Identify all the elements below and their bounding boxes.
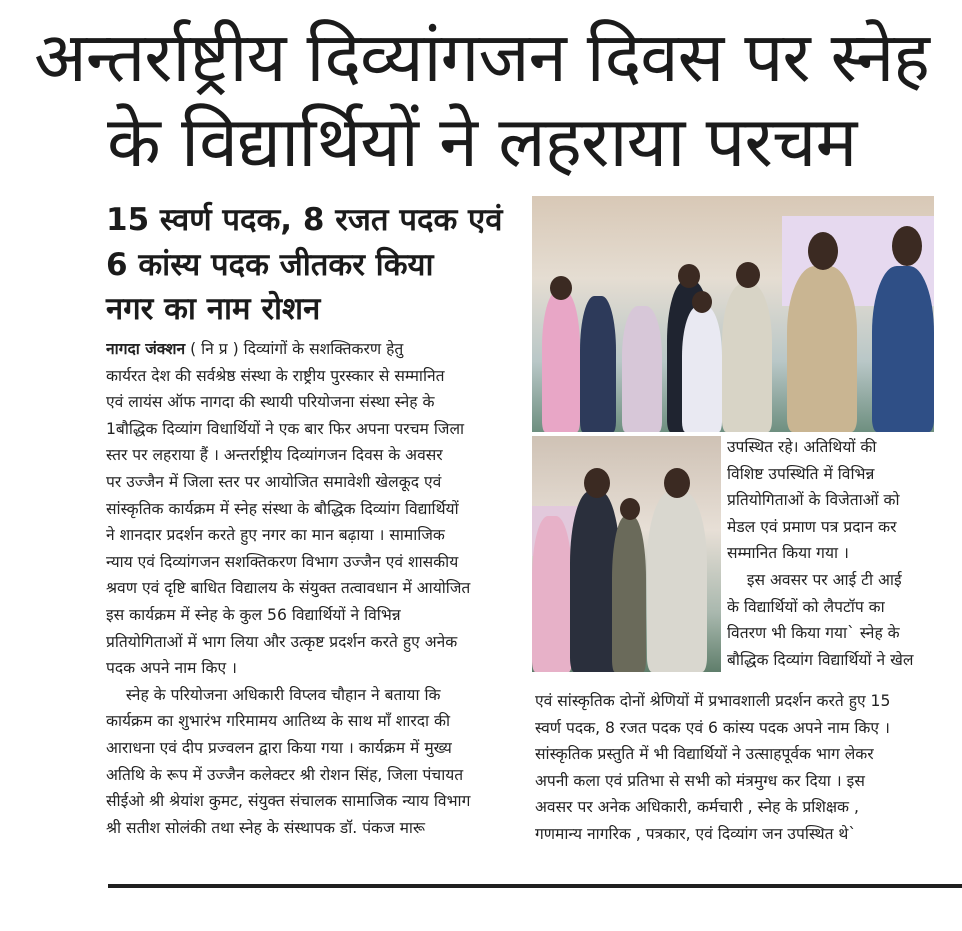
article-line: अवसर पर अनेक अधिकारी, कर्मचारी , स्नेह के प्रशिक्षक ,: [535, 798, 859, 817]
article-line: स्नेह के परियोजना अधिकारी विप्लव चौहान ने बताया कि: [106, 685, 441, 704]
article-line: सांस्कृतिक कार्यक्रम में स्नेह संस्था के बौद्धिक दिव्यांग विद्यार्थियों: [106, 499, 459, 518]
article-line: सम्मानित किया गया ।: [727, 544, 849, 563]
article-line: इस अवसर पर आई टी आई: [727, 570, 902, 589]
article-line: अतिथि के रूप में उज्जैन कलेक्टर श्री रोशन सिंह, जिला पंचायत: [106, 765, 464, 784]
article-first-line: [106, 336, 508, 363]
article-line: कार्यरत देश की सर्वश्रेष्ठ संस्था के राष्ट्रीय पुरस्कार से सम्मानित: [106, 366, 445, 385]
article-line: सीईओ श्री श्रेयांश कुमट, संयुक्त संचालक सामाजिक न्याय विभाग: [106, 792, 471, 811]
article-line: के विद्यार्थियों को लैपटॉप का: [727, 597, 885, 616]
article-line: वितरण भी किया गया` स्नेह के: [727, 624, 900, 643]
article-line: स्तर पर लहराया हैं । अन्तर्राष्ट्रीय दिव्यांगजन दिवस के अवसर: [106, 446, 443, 465]
article-line: पर उज्जैन में जिला स्तर पर आयोजित समावेशी खेलकूद एवं: [106, 472, 442, 491]
article-line: बौद्धिक दिव्यांग विद्यार्थियों ने खेल: [727, 650, 914, 669]
article-body-left-column: [106, 336, 508, 841]
article-body-right-upper: [727, 434, 937, 673]
article-line: प्रतियोगिताओं में भाग लिया और उत्कृष्ट प्रदर्शन करते हुए अनेक: [106, 632, 458, 651]
article-body-right-lower: [535, 688, 940, 848]
article-line: 1बौद्धिक दिव्यांग विधार्थियों ने एक बार फिर अपना परचम जिला: [106, 419, 465, 438]
article-line: प्रतियोगिताओं के विजेताओं को: [727, 491, 900, 510]
article-line: श्रवण एवं दृष्टि बाधित विद्यालय के संयुक्त तत्वावधान में आयोजित: [106, 579, 471, 598]
subheadline-line-1: 15 स्वर्ण पदक, 8 रजत पदक एवं: [106, 202, 503, 238]
article-line: ने शानदार प्रदर्शन करते हुए नगर का मान बढ़ाया । सामाजिक: [106, 526, 445, 545]
article-line: स्वर्ण पदक, 8 रजत पदक एवं 6 कांस्य पदक अपने नाम किए ।: [535, 718, 890, 737]
subheadline-line-3: नगर का नाम रोशन: [106, 291, 321, 327]
article-line: न्याय एवं दिव्यांगजन सशक्तिकरण विभाग उज्जैन एवं शासकीय: [106, 552, 459, 571]
dateline: नागदा जंक्शन: [106, 340, 186, 358]
article-line: सांस्कृतिक प्रस्तुति में भी विद्यार्थियों ने उत्साहपूर्वक भाग लेकर: [535, 745, 874, 764]
article-line: कार्यक्रम का शुभारंभ गरिमामय आतिथ्य के साथ माँ शारदा की: [106, 712, 451, 731]
article-line: विशिष्ट उपस्थिति में विभिन्न: [727, 464, 875, 483]
headline-line-1: अन्तर्राष्ट्रीय दिव्यांगजन दिवस पर स्नेह: [34, 18, 929, 98]
article-line: इस कार्यक्रम में स्नेह के कुल 56 विद्यार्थियों ने विभिन्न: [106, 605, 401, 624]
article-line: आराधना एवं दीप प्रज्वलन द्वारा किया गया । कार्यक्रम में मुख्य: [106, 738, 452, 757]
article-line: अपनी कला एवं प्रतिभा से सभी को मंत्रमुग्ध कर दिया । इस: [535, 771, 865, 790]
event-photo-guests: [532, 436, 721, 672]
bottom-divider: [108, 884, 962, 888]
article-line: श्री सतीश सोलंकी तथा स्नेह के संस्थापक डॉ. पंकज मारू: [106, 818, 426, 837]
article-line: मेडल एवं प्रमाण पत्र प्रदान कर: [727, 517, 897, 536]
article-line: पदक अपने नाम किए ।: [106, 659, 237, 678]
article-line: एवं सांस्कृतिक दोनों श्रेणियों में प्रभावशाली प्रदर्शन करते हुए 15: [535, 692, 891, 710]
article-line: गणमान्य नागरिक , पत्रकार, एवं दिव्यांग जन उपस्थित थे`: [535, 824, 857, 843]
event-photo-medal-ceremony: [532, 196, 934, 432]
article-line: एवं लायंस ऑफ नागदा की स्थायी परियोजना संस्था स्नेह के: [106, 393, 435, 412]
article-line: ( नि प्र ) दिव्यांगों के सशक्तिकरण हेतु: [185, 340, 404, 358]
article-line: उपस्थित रहे। अतिथियों की: [727, 438, 877, 456]
headline-line-2: के विद्यार्थियों ने लहराया परचम: [107, 101, 857, 183]
subheadline-line-2: 6 कांस्य पदक जीतकर किया: [106, 247, 434, 283]
